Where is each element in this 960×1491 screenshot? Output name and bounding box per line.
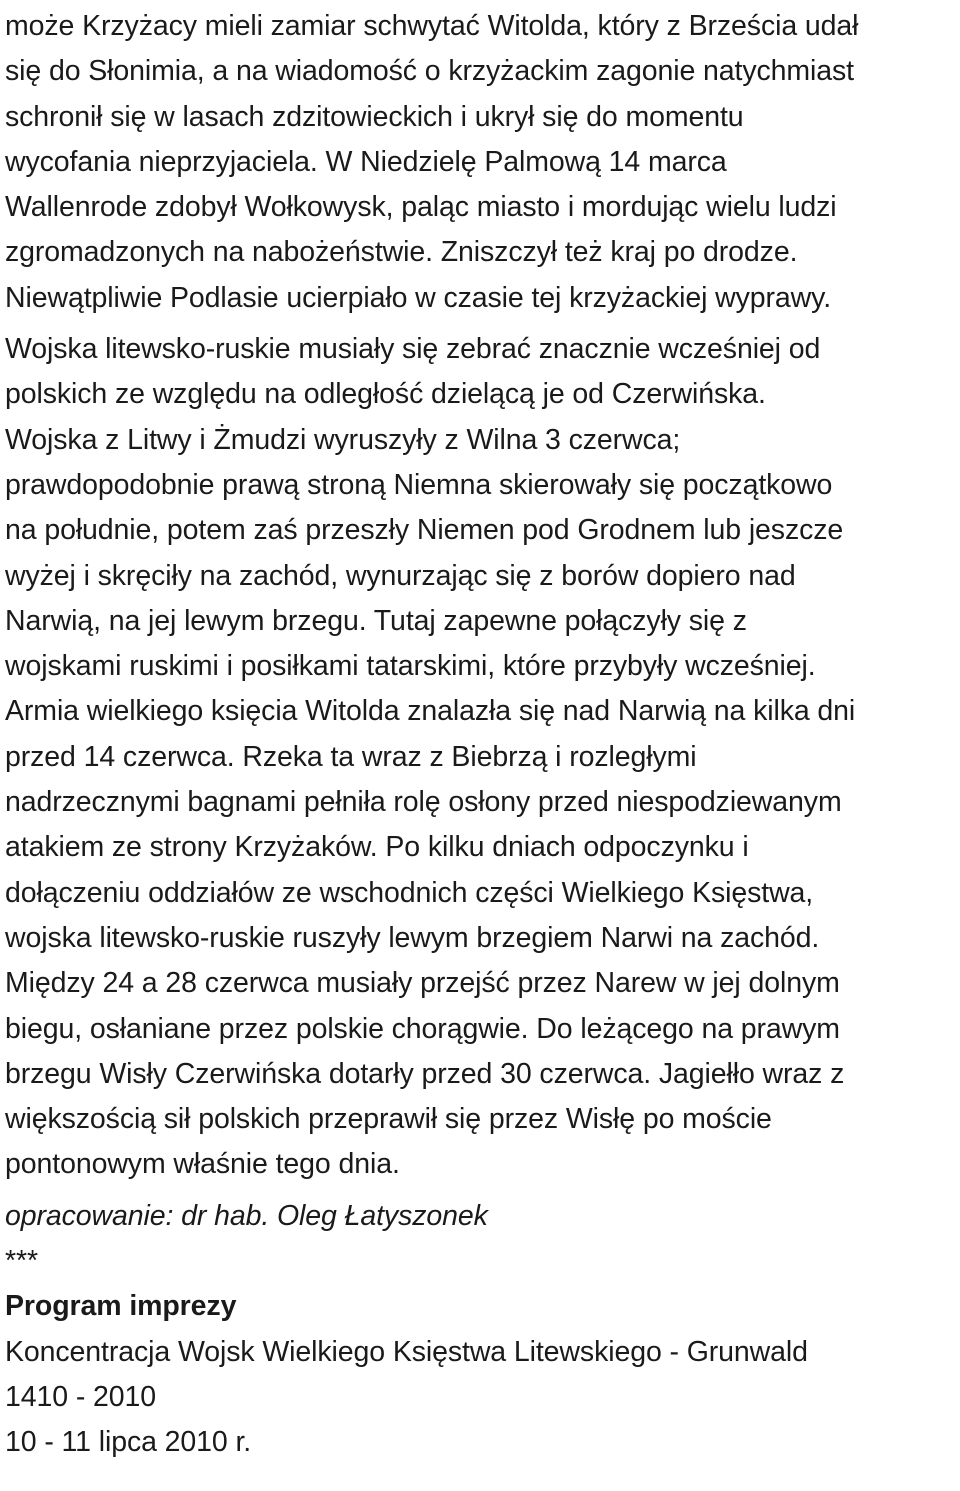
text-line: nadrzecznymi bagnami pełniła rolę osłony przed niespodziewanym: [5, 786, 842, 819]
text-line: schronił się w lasach zdzitowieckich i ukrył się do momentu: [5, 100, 744, 133]
text-line: może Krzyżacy mieli zamiar schwytać Witolda, który z Brześcia udał: [5, 10, 859, 42]
text-line: Narwią, na jej lewym brzegu. Tutaj zapewne połączyły się z: [5, 604, 747, 637]
text-line: Wojska z Litwy i Żmudzi wyruszyły z Wilna 3 czerwca;: [5, 423, 681, 456]
text-line: wojska litewsko-ruskie ruszyły lewym brzegiem Narwi na zachód.: [5, 921, 820, 954]
text-line: biegu, osłaniane przez polskie chorągwie. Do leżącego na prawym: [5, 1012, 840, 1045]
text-line: wojskami ruskimi i posiłkami tatarskimi, które przybyły wcześniej.: [5, 650, 816, 683]
text-line: Między 24 a 28 czerwca musiały przejść przez Narew w jej dolnym: [5, 967, 840, 1000]
text-line: polskich ze względu na odległość dzielącą je od Czerwińska.: [5, 378, 766, 411]
text-line: Wojska litewsko-ruskie musiały się zebrać znacznie wcześniej od: [5, 333, 821, 366]
program-line: 1410 - 2010: [5, 1380, 157, 1413]
document-page: [5, 0, 957, 1466]
text-line: prawdopodobnie prawą stroną Niemna skierowały się początkowo: [5, 468, 833, 501]
paragraph-2: [5, 327, 957, 1188]
text-line: pontonowym właśnie tego dnia.: [5, 1148, 400, 1181]
paragraph-1: [5, 0, 957, 321]
program-line: 10 - 11 lipca 2010 r.: [5, 1426, 252, 1459]
text-line: zgromadzonych na nabożeństwie. Zniszczył też kraj po drodze.: [5, 236, 798, 269]
text-line: Armia wielkiego księcia Witolda znalazła się nad Narwią na kilka dni: [5, 695, 856, 728]
author-credit: opracowanie: dr hab. Oleg Łatyszonek: [5, 1199, 488, 1232]
text-line: Wallenrode zdobył Wołkowysk, paląc miasto i mordując wielu ludzi: [5, 191, 837, 224]
text-line: się do Słonimia, a na wiadomość o krzyżackim zagonie natychmiast: [5, 55, 854, 88]
text-line: dołączeniu oddziałów ze wschodnich części Wielkiego Księstwa,: [5, 876, 814, 909]
program-heading: Program imprezy: [5, 1290, 237, 1323]
text-line: Niewątpliwie Podlasie ucierpiało w czasie tej krzyżackiej wyprawy.: [5, 281, 832, 314]
text-line: większością sił polskich przeprawił się przez Wisłę po moście: [5, 1103, 772, 1136]
text-line: atakiem ze strony Krzyżaków. Po kilku dniach odpoczynku i: [5, 831, 749, 864]
text-line: wycofania nieprzyjaciela. W Niedzielę Palmową 14 marca: [5, 145, 727, 178]
section-separator: ***: [5, 1245, 38, 1278]
text-line: wyżej i skręciły na zachód, wynurzając się z borów dopiero nad: [5, 559, 796, 592]
text-line: przed 14 czerwca. Rzeka ta wraz z Biebrzą i rozległymi: [5, 740, 697, 773]
program-line: Koncentracja Wojsk Wielkiego Księstwa Litewskiego - Grunwald: [5, 1335, 808, 1368]
text-line: na południe, potem zaś przeszły Niemen pod Grodnem lub jeszcze: [5, 514, 844, 547]
text-line: brzegu Wisły Czerwińska dotarły przed 30 czerwca. Jagiełło wraz z: [5, 1057, 845, 1090]
